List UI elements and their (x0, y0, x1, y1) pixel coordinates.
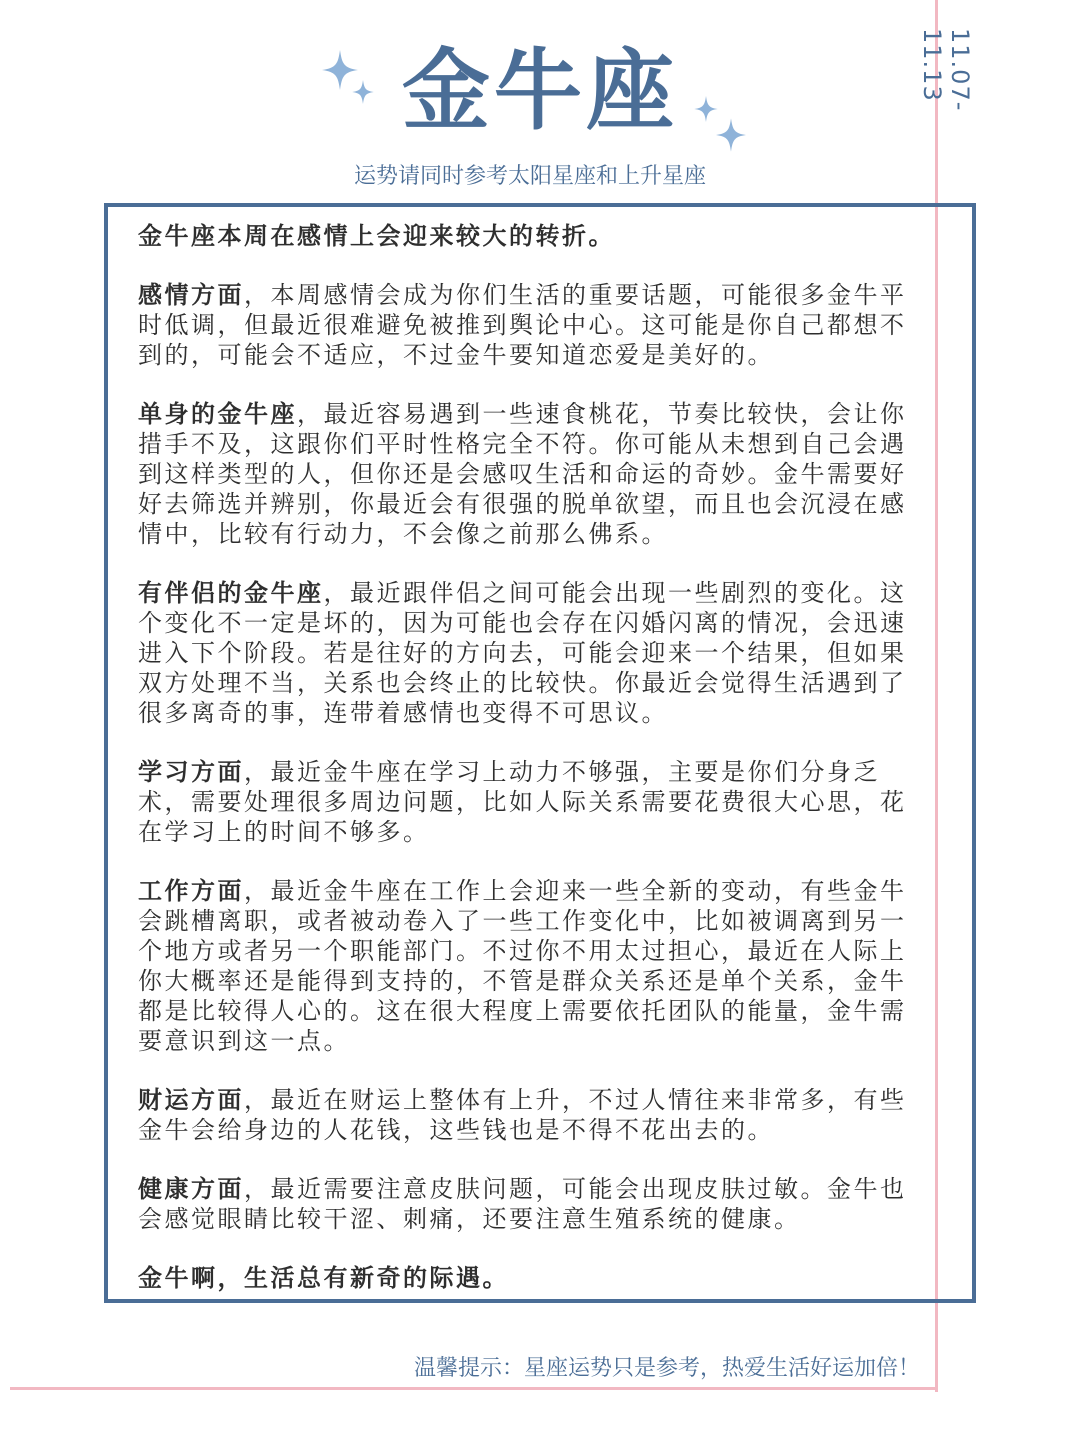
horoscope-content (138, 221, 918, 1293)
section-text: ，最近金牛座在学习上动力不够强，主要是你们分身乏术，需要处理很多周边问题，比如人际关系需要花费很大心思，花在学习上的时间不够多。 (138, 758, 907, 846)
intro-text: 金牛座本周在感情上会迎来较大的转折。 (138, 222, 615, 250)
closing-line: 金牛啊，生活总有新奇的际遇。 (138, 1264, 509, 1292)
section-partnered (138, 578, 918, 728)
section-heading: 工作方面 (138, 877, 244, 905)
page-title: 金牛座 (401, 39, 678, 142)
section-text: ，最近容易遇到一些速食桃花，节奏比较快，会让你措手不及，这跟你们平时性格完全不符。你可能从未想到自己会遇到这样类型的人，但你还是会感叹生活和命运的奇妙。金牛需要好好去筛选并辨别，你最近会有很强的脱单欲望，而且也会沉浸在感情中，比较有行动力，不会像之前那么佛系。 (138, 400, 907, 548)
section-health (138, 1174, 918, 1234)
section-text: ，最近跟伴侣之间可能会出现一些剧烈的变化。这个变化不一定是坏的，因为可能也会存在闪婚闪离的情况，会迅速进入下个阶段。若是往好的方向去，可能会迎来一个结果，但如果双方处理不当，关系也会终止的比较快。你最近会觉得生活遇到了很多离奇的事，连带着感情也变得不可思议。 (138, 579, 907, 727)
section-work (138, 876, 918, 1056)
page-subtitle: 运势请同时参考太阳星座和上升星座 (353, 164, 706, 189)
section-text: ，本周感情会成为你们生活的重要话题，可能很多金牛平时低调，但最近很难避免被推到舆论中心。这可能是你自己都想不到的，可能会不适应，不过金牛要知道恋爱是美好的。 (138, 281, 907, 369)
intro-paragraph (138, 221, 918, 251)
footer-tip: 温馨提示：星座运势只是参考，热爱生活好运加倍！ (413, 1356, 920, 1381)
section-heading: 感情方面 (138, 281, 244, 309)
section-text: ，最近在财运上整体有上升，不过人情往来非常多，有些金牛会给身边的人花钱，这些钱也是不得不花出去的。 (138, 1086, 907, 1144)
section-love (138, 280, 918, 370)
section-heading: 有伴侣的金牛座 (138, 579, 324, 607)
section-study (138, 757, 918, 847)
section-heading: 单身的金牛座 (138, 400, 297, 428)
date-range: 11.07-11.13 (918, 28, 974, 112)
pink-horizontal-line (10, 1387, 938, 1390)
section-heading: 学习方面 (138, 758, 244, 786)
section-text: ，最近需要注意皮肤问题，可能会出现皮肤过敏。金牛也会感觉眼睛比较干涩、刺痛，还要注意生殖系统的健康。 (138, 1175, 907, 1233)
content-box (104, 203, 976, 1303)
section-heading: 财运方面 (138, 1086, 244, 1114)
section-single (138, 399, 918, 549)
section-heading: 健康方面 (138, 1175, 244, 1203)
section-text: ，最近金牛座在工作上会迎来一些全新的变动，有些金牛会跳槽离职，或者被动卷入了一些工作变化中，比如被调离到另一个地方或者另一个职能部门。不过你不用太过担心，最近在人际上你大概率还是能得到支持的，不管是群众关系还是单个关系，金牛都是比较得人心的。这在很大程度上需要依托团队的能量，金牛需要意识到这一点。 (138, 877, 907, 1055)
section-wealth (138, 1085, 918, 1145)
